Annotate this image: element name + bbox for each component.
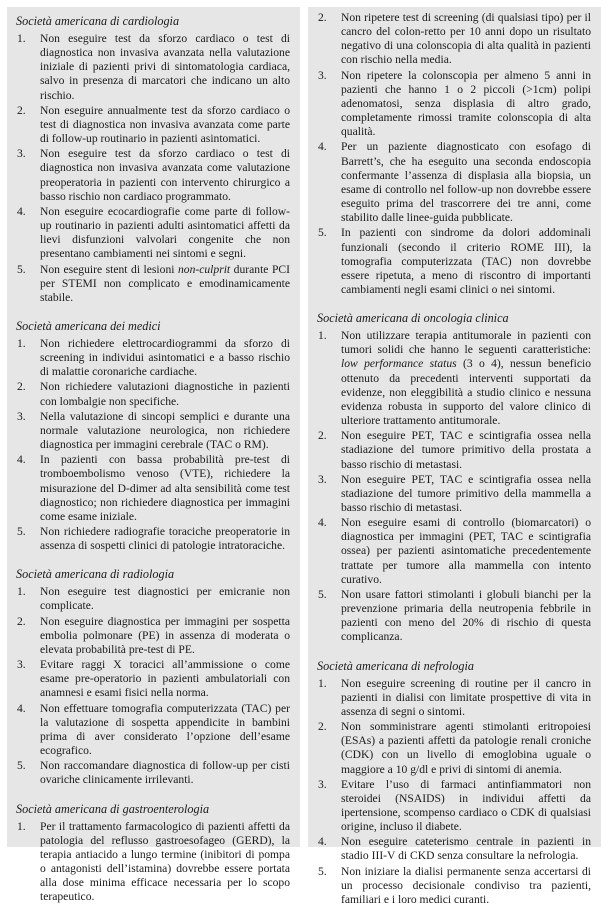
- recommendation-item: [16, 380, 290, 408]
- recommendation-section: [317, 311, 591, 644]
- item-number: 3.: [17, 658, 26, 672]
- recommendation-item: [16, 104, 290, 146]
- recommendation-item: [16, 147, 290, 204]
- item-text: Non usare fattori stimolanti i globuli bianchi per la prevenzione primaria della neutropenia febbrile in pazienti con meno del 20% di rischio di questa complicanza.: [341, 587, 591, 644]
- recommendation-item: [16, 263, 290, 305]
- section-title: Società americana di radiologia: [16, 567, 175, 582]
- emphasized-term: low performance status: [341, 357, 457, 371]
- recommendation-item: [16, 759, 290, 787]
- section-title: Società americana di gastroenterologia: [16, 801, 210, 816]
- item-text: Non eseguire diagnostica per immagini per sospetta embolia polmonare (PE) in assenza di moderata o elevata probabilità pre-test di PE.: [40, 614, 290, 656]
- item-number: 4.: [17, 701, 26, 715]
- recommendation-list: [16, 337, 290, 553]
- item-number: 4.: [318, 516, 327, 530]
- item-text: In pazienti con bassa probabilità pre-test di tromboembolismo venoso (VTE), richiedere la misurazione del D-dimer ad alta sensibilità come test diagnostico; non richiedere diagnostica per immagini come esame iniziale.: [40, 453, 290, 523]
- item-number: 1.: [17, 336, 26, 350]
- recommendation-section: [16, 14, 290, 305]
- item-text: Non eseguire PET, TAC e scintigrafia ossea nella stadiazione del tumore primitivo della mammella a basso rischio di metastasi.: [341, 472, 591, 514]
- item-text: Non richiedere radiografie toraciche preoperatorie in assenza di sospetti clinici di patologie intratoraciche.: [40, 525, 290, 553]
- recommendation-item: [16, 820, 290, 905]
- item-number: 1.: [17, 819, 26, 833]
- recommendation-item: [16, 337, 290, 379]
- recommendation-item: [317, 865, 591, 907]
- item-text: Non effettuare tomografia computerizzata (TAC) per la valutazione di sospetta appendicite in bambini prima di aver considerato l’opzione dell’esame ecografico.: [40, 701, 290, 758]
- recommendation-item: [16, 615, 290, 657]
- recommendation-item: [317, 429, 591, 471]
- item-text: Non eseguire test da sforzo cardiaco o test di diagnostica non invasiva avanzata come valutazione preoperatoria in pazienti con intervento chirurgico a basso rischio non cardiaco programmato.: [40, 147, 290, 203]
- section-title: Società americana dei medici: [16, 318, 161, 333]
- item-text: Non eseguire cateterismo centrale in pazienti in stadio III-V di CKD senza consultare la nefrologia.: [341, 835, 591, 863]
- item-text: Non somministrare agenti stimolanti eritropoiesi (ESAs) a pazienti affetti da patologie renali croniche (CDK) con un livello di emoglobina uguale o maggiore a 10 g/dl e privi di sintomi di anemia.: [341, 720, 591, 776]
- recommendation-section: [317, 659, 591, 907]
- recommendation-list: [317, 329, 591, 644]
- recommendation-section: [16, 802, 290, 905]
- item-text: In pazienti con sindrome da dolori addominali funzionali (secondo il criterio ROME III), la tomografia computerizzata (TAC) non dovrebbe essere ripetuta, a meno di riscontro di importanti cambiamenti negli esami clinici o nei sintomi.: [341, 226, 591, 296]
- item-number: 5.: [17, 759, 26, 773]
- item-number: 5.: [318, 864, 327, 878]
- recommendation-list: [16, 32, 290, 305]
- item-text: Non richiedere valutazioni diagnostiche in pazienti con lombalgie non specifiche.: [40, 380, 290, 408]
- item-text: Non richiedere elettrocardiogrammi da sforzo di screening in individui asintomatici e a basso rischio di malattie coronariche cardiache.: [40, 336, 290, 379]
- item-number: 1.: [318, 676, 327, 690]
- recommendation-section: [317, 11, 591, 297]
- item-number: 5.: [318, 587, 327, 601]
- recommendation-item: [317, 329, 591, 428]
- section-title: Società americana di oncologia clinica: [317, 311, 509, 326]
- item-text: Non ripetere la colonscopia per almeno 5 anni in pazienti che hanno 1 o 2 piccoli (>1cm) polipi adenomatosi, senza displasia di altro grado, completamente rimossi tramite colonscopia di alta qualità.: [341, 68, 591, 139]
- item-text: Non eseguire annualmente test da sforzo cardiaco o test di diagnostica non invasiva avanzata come parte di follow-up routinario in pazienti asintomatici.: [40, 103, 290, 146]
- item-text: Non eseguire PET, TAC e scintigrafia ossea nella stadiazione del tumore primitivo della prostata a basso rischio di metastasi.: [341, 429, 591, 471]
- item-text: Non ripetere test di screening (di qualsiasi tipo) per il cancro del colon-retto per 10 anni dopo un risultato negativo di una colonscopia di alta qualità in pazienti con rischio nella media.: [341, 11, 591, 67]
- section-title: Società americana di nefrologia: [317, 658, 474, 673]
- item-text: Non utilizzare terapia antitumorale in pazienti con tumori solidi che hanno le seguenti caratteristiche: low performance status (3 o 4), nessun beneficio ottenuto da precedenti interventi supportati da evidenze, non eleggibilità a studio clinico e nessuna evidenza robusta in supporto del valore clinico di ulteriore trattamento antitumorale.: [341, 329, 591, 428]
- item-number: 3.: [17, 409, 26, 423]
- recommendation-item: [16, 205, 290, 262]
- recommendation-item: [16, 658, 290, 700]
- recommendation-item: [16, 32, 290, 103]
- item-number: 4.: [17, 453, 26, 467]
- recommendation-item: [16, 525, 290, 553]
- item-number: 5.: [318, 226, 327, 240]
- item-number: 1.: [17, 585, 26, 599]
- recommendation-item: [317, 778, 591, 835]
- item-text: Per il trattamento farmacologico di pazienti affetti da patologia del reflusso gastroesofageo (GERD), la terapia antiacido a lungo termine (inibitori di pompa o antagonisti dell’istamina) dovrebbe essere portata alla dose minima efficace necessaria per lo scopo terapeutico.: [40, 819, 290, 904]
- item-text: Evitare l’uso di farmaci antinfiammatori non steroidei (NSAIDS) in individui affetti da ipertensione, scompenso cardiaco o CDK di qualsiasi origine, incluso il diabete.: [341, 777, 591, 834]
- recommendation-item: [16, 702, 290, 759]
- item-number: 4.: [17, 204, 26, 218]
- recommendation-list: [16, 585, 290, 787]
- item-text: Nella valutazione di sincopi semplici e durante una normale valutazione neurologica, non richiedere diagnostica per immagini cerebrale (TAC o RM).: [40, 409, 290, 452]
- item-number: 4.: [318, 835, 327, 849]
- item-number: 3.: [318, 68, 327, 82]
- recommendation-item: [317, 11, 591, 68]
- item-text: Non raccomandare diagnostica di follow-up per cisti ovariche clinicamente irrilevanti.: [40, 759, 290, 787]
- item-text: Non eseguire test da sforzo cardiaco o test di diagnostica non invasiva avanzata nella valutazione iniziale di pazienti privi di sintomatologia cardiaca, salvo in presenza di marcatori che indicano un alto rischio.: [40, 32, 290, 102]
- section-title: Società americana di cardiologia: [16, 14, 180, 28]
- item-text: Per un paziente diagnosticato con esofago di Barrett’s, che ha eseguito una seconda endoscopia confermante l’assenza di displasia alla biopsia, un esame di controllo nel follow-up non dovrebbe essere eseguito prima del trascorrere dei tre anni, come stabilito dalle linee-guida pubblicate.: [341, 140, 591, 225]
- recommendation-item: [317, 140, 591, 225]
- recommendation-item: [16, 453, 290, 524]
- item-number: 1.: [318, 329, 327, 343]
- left-column: [7, 7, 300, 904]
- item-number: 3.: [17, 147, 26, 161]
- right-column: [308, 7, 601, 906]
- recommendation-item: [317, 588, 591, 645]
- item-number: 1.: [17, 32, 26, 45]
- item-text: Non eseguire test diagnostici per emicranie non complicate.: [40, 585, 290, 613]
- item-number: 2.: [17, 103, 26, 117]
- item-number: 2.: [17, 614, 26, 628]
- item-number: 3.: [318, 777, 327, 791]
- item-text: Non iniziare la dialisi permanente senza accertarsi di un processo decisionale condiviso tra pazienti, familiari e i loro medici curanti.: [341, 864, 591, 906]
- item-text: Non eseguire ecocardiografie come parte di follow-up routinario in pazienti adulti asintomatici affetti da lievi disfunzioni valvolari congenite che non presentano cambiamenti nei sintomi e segni.: [40, 204, 290, 261]
- item-text: Non eseguire esami di controllo (biomarcatori) o diagnostica per immagini (PET, TAC e scintigrafia ossea) per pazienti asintomatiche precedentemente trattate per tumore alla mammella con intento curativo.: [341, 516, 591, 586]
- recommendation-item: [317, 69, 591, 140]
- item-number: 4.: [318, 140, 327, 154]
- recommendation-item: [317, 720, 591, 777]
- item-number: 5.: [17, 525, 26, 538]
- item-number: 2.: [318, 429, 327, 443]
- emphasized-term: non-culprit: [177, 262, 231, 276]
- item-text: Evitare raggi X toracici all’ammissione o come esame pre-operatorio in pazienti ambulatoriali con anamnesi e esami fisici nella norma.: [40, 658, 290, 700]
- recommendation-list: [317, 11, 591, 297]
- recommendation-item: [317, 473, 591, 515]
- item-text: Non eseguire stent di lesioni non-culprit durante PCI per STEMI non complicato e emodinamicamente stabile.: [40, 262, 290, 304]
- recommendation-item: [317, 226, 591, 297]
- recommendation-item: [317, 516, 591, 587]
- item-number: 3.: [318, 472, 327, 486]
- recommendation-item: [16, 410, 290, 452]
- item-text: Non eseguire screening di routine per il cancro in pazienti in dialisi con limitate prospettive di vita in assenza di segni o sintomi.: [341, 676, 591, 718]
- recommendation-section: [16, 567, 290, 787]
- recommendation-list: [16, 820, 290, 905]
- recommendation-item: [16, 585, 290, 613]
- item-number: 5.: [17, 262, 26, 276]
- recommendation-item: [317, 835, 591, 863]
- item-number: 2.: [17, 380, 26, 394]
- item-number: 2.: [318, 11, 327, 24]
- item-number: 2.: [318, 720, 327, 734]
- recommendation-list: [317, 677, 591, 907]
- recommendation-item: [317, 677, 591, 719]
- recommendation-section: [16, 319, 290, 553]
